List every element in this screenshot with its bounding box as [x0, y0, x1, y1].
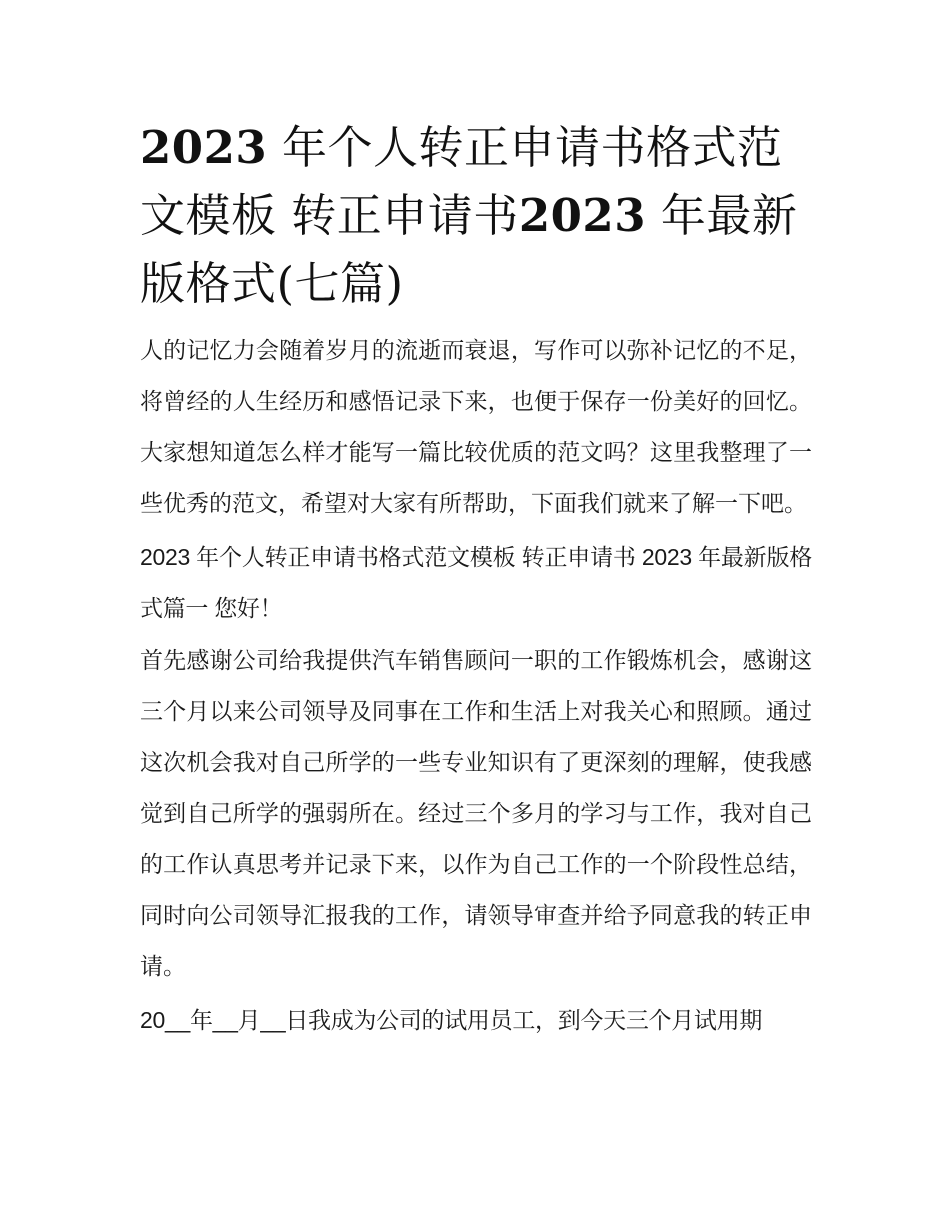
section-heading-paragraph: 2023 年个人转正申请书格式范文模板 转正申请书 2023 年最新版格式篇一 您好！: [140, 544, 812, 621]
body-paragraph: 首先感谢公司给我提供汽车销售顾问一职的工作锻炼机会，感谢这三个月以来公司领导及同事在工作和生活上对我关心和照顾。通过这次机会我对自己所学的一些专业知识有了更深刻的理解，使我感觉到自己所学的强弱所在。经过三个多月的学习与工作，我对自己的工作认真思考并记录下来，以作为自己工作的一个阶段性总结，同时向公司领导汇报我的工作，请领导审查并给予同意我的转正申请。: [140, 648, 812, 980]
title-year-1: 2023: [140, 121, 268, 174]
title-year-2: 2023: [518, 189, 647, 242]
title-text-1: 年个人转正申请书格式范文模板 转正申请书: [140, 121, 783, 242]
document-title: [140, 114, 812, 318]
body-paragraph-continued: 20__年__月__日我成为公司的试用员工，到今天三个月试用期: [140, 1007, 763, 1033]
title-text-2: 年最新版格式(七篇): [140, 189, 798, 310]
intro-paragraph: 人的记忆力会随着岁月的流逝而衰退，写作可以弥补记忆的不足，将曾经的人生经历和感悟记录下来，也便于保存一份美好的回忆。大家想知道怎么样才能写一篇比较优质的范文吗？这里我整理了一些优秀的范文，希望对大家有所帮助，下面我们就来了解一下吧。: [140, 338, 812, 517]
document-body: [140, 114, 812, 1048]
